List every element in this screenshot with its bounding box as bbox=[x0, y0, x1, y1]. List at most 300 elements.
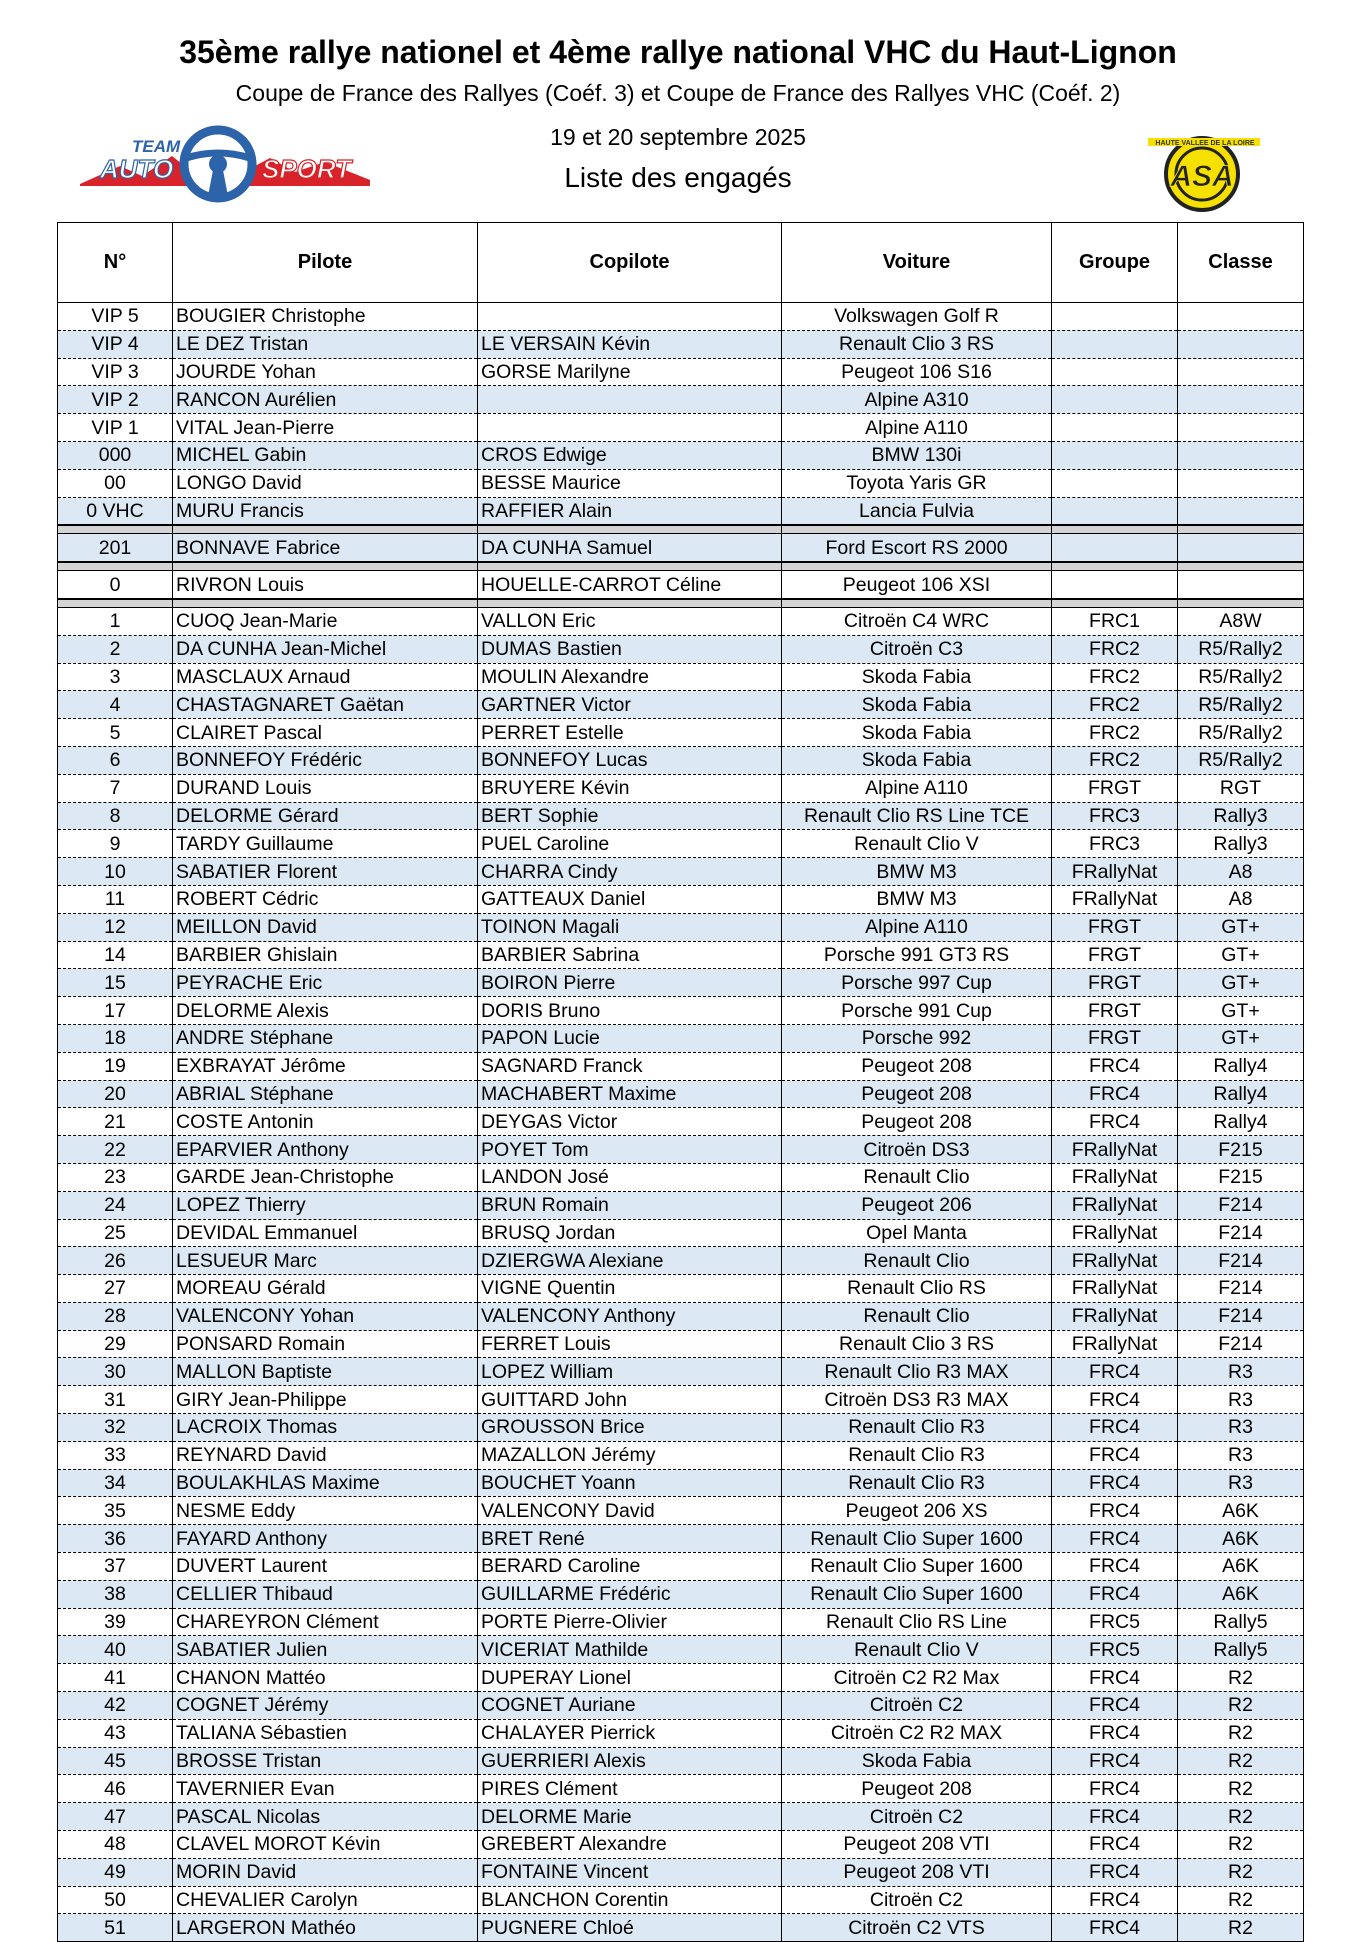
car-cell: Renault Clio Super 1600 bbox=[782, 1580, 1052, 1608]
entry-row bbox=[58, 607, 1304, 635]
number-cell: 42 bbox=[58, 1692, 173, 1720]
number-cell: 45 bbox=[58, 1747, 173, 1775]
pilot-cell: MICHEL Gabin bbox=[173, 441, 478, 469]
separator-cell bbox=[478, 525, 782, 534]
entry-row bbox=[58, 1247, 1304, 1275]
class-cell: GT+ bbox=[1178, 997, 1304, 1025]
separator-cell bbox=[782, 525, 1052, 534]
car-cell: Porsche 991 GT3 RS bbox=[782, 941, 1052, 969]
group-cell: FRGT bbox=[1052, 774, 1178, 802]
car-cell: Peugeot 208 bbox=[782, 1080, 1052, 1108]
class-cell bbox=[1178, 571, 1304, 599]
number-cell: 34 bbox=[58, 1469, 173, 1497]
group-cell: FRC4 bbox=[1052, 1414, 1178, 1442]
class-cell: RGT bbox=[1178, 774, 1304, 802]
team-auto-sport-logo bbox=[80, 122, 370, 212]
vip-row bbox=[58, 386, 1304, 414]
group-cell bbox=[1052, 414, 1178, 442]
entry-row bbox=[58, 885, 1304, 913]
group-cell: FRC4 bbox=[1052, 1719, 1178, 1747]
header-copilot: Copilote bbox=[478, 223, 782, 303]
pilot-cell: PEYRACHE Eric bbox=[173, 969, 478, 997]
car-cell: Citroën C2 R2 MAX bbox=[782, 1719, 1052, 1747]
pilot-cell: COGNET Jérémy bbox=[173, 1692, 478, 1720]
number-cell: 37 bbox=[58, 1553, 173, 1581]
number-cell: 10 bbox=[58, 858, 173, 886]
entry-row bbox=[58, 1414, 1304, 1442]
group-cell: FRGT bbox=[1052, 913, 1178, 941]
pilot-cell: CLAIRET Pascal bbox=[173, 719, 478, 747]
copilot-cell: BOIRON Pierre bbox=[478, 969, 782, 997]
separator-cell bbox=[1052, 599, 1178, 608]
copilot-cell: MACHABERT Maxime bbox=[478, 1080, 782, 1108]
class-cell bbox=[1178, 534, 1304, 562]
separator-cell bbox=[1178, 562, 1304, 571]
number-cell: 46 bbox=[58, 1775, 173, 1803]
document-subtitle: Coupe de France des Rallyes (Coéf. 3) et Coupe de France des Rallyes VHC (Coéf. 2) bbox=[235, 80, 1121, 106]
group-cell: FRC4 bbox=[1052, 1525, 1178, 1553]
group-cell: FRC4 bbox=[1052, 1858, 1178, 1886]
pilot-cell: BOUGIER Christophe bbox=[173, 303, 478, 331]
class-cell: F214 bbox=[1178, 1302, 1304, 1330]
number-cell: 17 bbox=[58, 997, 173, 1025]
copilot-cell: DUPERAY Lionel bbox=[478, 1664, 782, 1692]
vip-row bbox=[58, 469, 1304, 497]
group-cell: FRC3 bbox=[1052, 802, 1178, 830]
copilot-cell: VALENCONY David bbox=[478, 1497, 782, 1525]
car-cell: Porsche 991 Cup bbox=[782, 997, 1052, 1025]
group-cell: FRC5 bbox=[1052, 1636, 1178, 1664]
group-cell: FRallyNat bbox=[1052, 1191, 1178, 1219]
car-cell: Renault Clio R3 MAX bbox=[782, 1358, 1052, 1386]
car-cell: Renault Clio bbox=[782, 1302, 1052, 1330]
pilot-cell: TARDY Guillaume bbox=[173, 830, 478, 858]
group-cell bbox=[1052, 497, 1178, 525]
event-dates: 19 et 20 septembre 2025 bbox=[550, 124, 806, 150]
pilot-cell: MASCLAUX Arnaud bbox=[173, 663, 478, 691]
class-cell: R2 bbox=[1178, 1886, 1304, 1914]
group-cell: FRallyNat bbox=[1052, 1247, 1178, 1275]
pilot-cell: EPARVIER Anthony bbox=[173, 1136, 478, 1164]
group-cell bbox=[1052, 303, 1178, 331]
class-cell: R5/Rally2 bbox=[1178, 719, 1304, 747]
copilot-cell: BRUYERE Kévin bbox=[478, 774, 782, 802]
group-cell: FRGT bbox=[1052, 969, 1178, 997]
class-cell: R3 bbox=[1178, 1469, 1304, 1497]
entry-row bbox=[58, 1664, 1304, 1692]
pilot-cell: BOULAKHLAS Maxime bbox=[173, 1469, 478, 1497]
car-cell: Citroën C2 R2 Max bbox=[782, 1664, 1052, 1692]
copilot-cell: BERARD Caroline bbox=[478, 1553, 782, 1581]
number-cell: 9 bbox=[58, 830, 173, 858]
separator-cell bbox=[478, 599, 782, 608]
number-cell: 11 bbox=[58, 885, 173, 913]
separator-cell bbox=[782, 599, 1052, 608]
pilot-cell: CLAVEL MOROT Kévin bbox=[173, 1831, 478, 1859]
section-separator bbox=[58, 599, 1304, 608]
entry-row bbox=[58, 691, 1304, 719]
car-cell: Renault Clio Super 1600 bbox=[782, 1525, 1052, 1553]
entry-row bbox=[58, 719, 1304, 747]
number-cell: 31 bbox=[58, 1386, 173, 1414]
header-number: N° bbox=[58, 223, 173, 303]
copilot-cell: LOPEZ William bbox=[478, 1358, 782, 1386]
pilot-cell: TALIANA Sébastien bbox=[173, 1719, 478, 1747]
car-cell: Alpine A310 bbox=[782, 386, 1052, 414]
number-cell: 19 bbox=[58, 1052, 173, 1080]
car-cell: Peugeot 106 XSI bbox=[782, 571, 1052, 599]
car-cell: Citroën C4 WRC bbox=[782, 607, 1052, 635]
entry-row bbox=[58, 1636, 1304, 1664]
pilot-cell: JOURDE Yohan bbox=[173, 358, 478, 386]
car-cell: Citroën C2 bbox=[782, 1692, 1052, 1720]
copilot-cell: PUEL Caroline bbox=[478, 830, 782, 858]
pilot-cell: ABRIAL Stéphane bbox=[173, 1080, 478, 1108]
entry-row bbox=[58, 1747, 1304, 1775]
copilot-cell: BERT Sophie bbox=[478, 802, 782, 830]
car-cell: Peugeot 208 bbox=[782, 1052, 1052, 1080]
group-cell: FRC2 bbox=[1052, 635, 1178, 663]
copilot-cell: TOINON Magali bbox=[478, 913, 782, 941]
group-cell: FRC2 bbox=[1052, 691, 1178, 719]
pilot-cell: LESUEUR Marc bbox=[173, 1247, 478, 1275]
car-cell: BMW M3 bbox=[782, 858, 1052, 886]
number-cell: 47 bbox=[58, 1803, 173, 1831]
car-cell: Citroën DS3 bbox=[782, 1136, 1052, 1164]
car-cell: Renault Clio bbox=[782, 1163, 1052, 1191]
number-cell: 12 bbox=[58, 913, 173, 941]
car-cell: BMW M3 bbox=[782, 885, 1052, 913]
group-cell: FRC4 bbox=[1052, 1664, 1178, 1692]
number-cell: 48 bbox=[58, 1831, 173, 1859]
car-cell: Renault Clio 3 RS bbox=[782, 330, 1052, 358]
pilot-cell: MEILLON David bbox=[173, 913, 478, 941]
number-cell: VIP 4 bbox=[58, 330, 173, 358]
pilot-cell: RIVRON Louis bbox=[173, 571, 478, 599]
class-cell: GT+ bbox=[1178, 969, 1304, 997]
group-cell: FRC4 bbox=[1052, 1358, 1178, 1386]
class-cell: R2 bbox=[1178, 1831, 1304, 1859]
car-cell: Alpine A110 bbox=[782, 913, 1052, 941]
copilot-cell: GROUSSON Brice bbox=[478, 1414, 782, 1442]
class-cell: F214 bbox=[1178, 1275, 1304, 1303]
header-group: Groupe bbox=[1052, 223, 1178, 303]
entry-row bbox=[58, 1719, 1304, 1747]
pilot-cell: LONGO David bbox=[173, 469, 478, 497]
car-cell: Citroën DS3 R3 MAX bbox=[782, 1386, 1052, 1414]
group-cell bbox=[1052, 571, 1178, 599]
number-cell: 0 bbox=[58, 571, 173, 599]
number-cell: 000 bbox=[58, 441, 173, 469]
separator-cell bbox=[173, 599, 478, 608]
car-cell: Renault Clio V bbox=[782, 1636, 1052, 1664]
group-cell: FRC4 bbox=[1052, 1803, 1178, 1831]
copilot-cell: POYET Tom bbox=[478, 1136, 782, 1164]
pilot-cell: DA CUNHA Jean-Michel bbox=[173, 635, 478, 663]
table-header bbox=[58, 223, 1304, 303]
car-cell: Citroën C2 bbox=[782, 1886, 1052, 1914]
entry-row bbox=[58, 830, 1304, 858]
number-cell: 22 bbox=[58, 1136, 173, 1164]
class-cell bbox=[1178, 441, 1304, 469]
group-cell: FRC3 bbox=[1052, 830, 1178, 858]
zero-car-row bbox=[58, 571, 1304, 599]
pilot-cell: NESME Eddy bbox=[173, 1497, 478, 1525]
logo-right-letters: ASA bbox=[1170, 160, 1234, 193]
entry-row bbox=[58, 1553, 1304, 1581]
copilot-cell: LE VERSAIN Kévin bbox=[478, 330, 782, 358]
asa-logo bbox=[1140, 124, 1270, 214]
car-cell: BMW 130i bbox=[782, 441, 1052, 469]
group-cell: FRallyNat bbox=[1052, 1302, 1178, 1330]
car-cell: Peugeot 208 bbox=[782, 1108, 1052, 1136]
number-cell: 8 bbox=[58, 802, 173, 830]
group-cell bbox=[1052, 469, 1178, 497]
copilot-cell: GUITTARD John bbox=[478, 1386, 782, 1414]
table-header-row bbox=[58, 223, 1304, 303]
class-cell: Rally4 bbox=[1178, 1080, 1304, 1108]
entry-row bbox=[58, 1080, 1304, 1108]
group-cell: FRC4 bbox=[1052, 1469, 1178, 1497]
number-cell: 4 bbox=[58, 691, 173, 719]
class-cell: F214 bbox=[1178, 1219, 1304, 1247]
class-cell: R2 bbox=[1178, 1858, 1304, 1886]
group-cell: FRC4 bbox=[1052, 1108, 1178, 1136]
document-header bbox=[0, 0, 1356, 215]
copilot-cell: MOULIN Alexandre bbox=[478, 663, 782, 691]
header-class: Classe bbox=[1178, 223, 1304, 303]
car-cell: Opel Manta bbox=[782, 1219, 1052, 1247]
pilot-cell: VALENCONY Yohan bbox=[173, 1302, 478, 1330]
pilot-cell: CHEVALIER Carolyn bbox=[173, 1886, 478, 1914]
number-cell: 41 bbox=[58, 1664, 173, 1692]
group-cell: FRC4 bbox=[1052, 1052, 1178, 1080]
pilot-cell: EXBRAYAT Jérôme bbox=[173, 1052, 478, 1080]
copilot-cell: DEYGAS Victor bbox=[478, 1108, 782, 1136]
class-cell: A6K bbox=[1178, 1580, 1304, 1608]
copilot-cell: LANDON José bbox=[478, 1163, 782, 1191]
entry-row bbox=[58, 1024, 1304, 1052]
car-cell: Peugeot 208 VTI bbox=[782, 1831, 1052, 1859]
entry-row bbox=[58, 774, 1304, 802]
entry-row bbox=[58, 941, 1304, 969]
class-cell bbox=[1178, 414, 1304, 442]
class-cell: F214 bbox=[1178, 1191, 1304, 1219]
car-cell: Renault Clio RS Line bbox=[782, 1608, 1052, 1636]
number-cell: 40 bbox=[58, 1636, 173, 1664]
pilot-cell: DELORME Alexis bbox=[173, 997, 478, 1025]
car-cell: Renault Clio R3 bbox=[782, 1469, 1052, 1497]
pilot-cell: PONSARD Romain bbox=[173, 1330, 478, 1358]
header-pilot: Pilote bbox=[173, 223, 478, 303]
entry-row bbox=[58, 1191, 1304, 1219]
car-cell: Renault Clio RS Line TCE bbox=[782, 802, 1052, 830]
copilot-cell: FONTAINE Vincent bbox=[478, 1858, 782, 1886]
car-cell: Renault Clio RS bbox=[782, 1275, 1052, 1303]
separator-cell bbox=[58, 525, 173, 534]
class-cell bbox=[1178, 386, 1304, 414]
group-cell: FRGT bbox=[1052, 997, 1178, 1025]
number-cell: 32 bbox=[58, 1414, 173, 1442]
pilot-cell: LE DEZ Tristan bbox=[173, 330, 478, 358]
class-cell bbox=[1178, 330, 1304, 358]
entry-row bbox=[58, 1386, 1304, 1414]
pilot-cell: ROBERT Cédric bbox=[173, 885, 478, 913]
group-cell: FRC4 bbox=[1052, 1386, 1178, 1414]
copilot-cell: DELORME Marie bbox=[478, 1803, 782, 1831]
section-separator bbox=[58, 562, 1304, 571]
class-cell: R3 bbox=[1178, 1358, 1304, 1386]
entry-row bbox=[58, 997, 1304, 1025]
copilot-cell bbox=[478, 303, 782, 331]
class-cell: A8 bbox=[1178, 858, 1304, 886]
separator-cell bbox=[58, 599, 173, 608]
car-cell: Alpine A110 bbox=[782, 414, 1052, 442]
car-cell: Ford Escort RS 2000 bbox=[782, 534, 1052, 562]
group-cell: FRC1 bbox=[1052, 607, 1178, 635]
class-cell: R5/Rally2 bbox=[1178, 691, 1304, 719]
class-cell: R2 bbox=[1178, 1664, 1304, 1692]
class-cell: GT+ bbox=[1178, 1024, 1304, 1052]
class-cell: F214 bbox=[1178, 1247, 1304, 1275]
number-cell: 14 bbox=[58, 941, 173, 969]
separator-cell bbox=[173, 562, 478, 571]
pilot-cell: DEVIDAL Emmanuel bbox=[173, 1219, 478, 1247]
number-cell: 29 bbox=[58, 1330, 173, 1358]
car-cell: Toyota Yaris GR bbox=[782, 469, 1052, 497]
entry-row bbox=[58, 1886, 1304, 1914]
class-cell: A6K bbox=[1178, 1525, 1304, 1553]
group-cell bbox=[1052, 330, 1178, 358]
copilot-cell: GUILLARME Frédéric bbox=[478, 1580, 782, 1608]
group-cell: FRC4 bbox=[1052, 1080, 1178, 1108]
entry-row bbox=[58, 1275, 1304, 1303]
class-cell bbox=[1178, 469, 1304, 497]
number-cell: 26 bbox=[58, 1247, 173, 1275]
class-cell: Rally4 bbox=[1178, 1108, 1304, 1136]
logo-left-line2: AUTO bbox=[100, 154, 174, 184]
pilot-cell: DELORME Gérard bbox=[173, 802, 478, 830]
copilot-cell: CHARRA Cindy bbox=[478, 858, 782, 886]
number-cell: 38 bbox=[58, 1580, 173, 1608]
car-cell: Volkswagen Golf R bbox=[782, 303, 1052, 331]
section-separator bbox=[58, 525, 1304, 534]
entry-row bbox=[58, 1497, 1304, 1525]
car-cell: Porsche 992 bbox=[782, 1024, 1052, 1052]
car-cell: Peugeot 206 XS bbox=[782, 1497, 1052, 1525]
group-cell: FRC2 bbox=[1052, 746, 1178, 774]
copilot-cell bbox=[478, 414, 782, 442]
group-cell bbox=[1052, 441, 1178, 469]
class-cell: Rally3 bbox=[1178, 802, 1304, 830]
number-cell: 28 bbox=[58, 1302, 173, 1330]
entry-row bbox=[58, 1775, 1304, 1803]
separator-cell bbox=[1052, 525, 1178, 534]
pilot-cell: CHAREYRON Clément bbox=[173, 1608, 478, 1636]
number-cell: 00 bbox=[58, 469, 173, 497]
number-cell: 33 bbox=[58, 1441, 173, 1469]
entry-row bbox=[58, 1608, 1304, 1636]
car-cell: Skoda Fabia bbox=[782, 691, 1052, 719]
entry-row bbox=[58, 1858, 1304, 1886]
pilot-cell: BARBIER Ghislain bbox=[173, 941, 478, 969]
entry-row bbox=[58, 1163, 1304, 1191]
logo-left-line3: SPORT bbox=[262, 154, 352, 184]
class-cell bbox=[1178, 358, 1304, 386]
car-cell: Porsche 997 Cup bbox=[782, 969, 1052, 997]
car-cell: Peugeot 208 VTI bbox=[782, 1858, 1052, 1886]
entry-row bbox=[58, 1831, 1304, 1859]
copilot-cell: VALENCONY Anthony bbox=[478, 1302, 782, 1330]
group-cell: FRallyNat bbox=[1052, 858, 1178, 886]
entry-row bbox=[58, 1441, 1304, 1469]
entry-row bbox=[58, 1302, 1304, 1330]
number-cell: 3 bbox=[58, 663, 173, 691]
group-cell: FRC5 bbox=[1052, 1608, 1178, 1636]
class-cell: R5/Rally2 bbox=[1178, 746, 1304, 774]
copilot-cell: BARBIER Sabrina bbox=[478, 941, 782, 969]
group-cell: FRC4 bbox=[1052, 1831, 1178, 1859]
number-cell: 50 bbox=[58, 1886, 173, 1914]
copilot-cell: BONNEFOY Lucas bbox=[478, 746, 782, 774]
list-title: Liste des engagés bbox=[564, 162, 792, 193]
copilot-cell: CROS Edwige bbox=[478, 441, 782, 469]
group-cell: FRGT bbox=[1052, 941, 1178, 969]
car-cell: Skoda Fabia bbox=[782, 746, 1052, 774]
car-cell: Citroën C2 bbox=[782, 1803, 1052, 1831]
group-cell: FRC4 bbox=[1052, 1692, 1178, 1720]
pilot-cell: REYNARD David bbox=[173, 1441, 478, 1469]
pilot-cell: CELLIER Thibaud bbox=[173, 1580, 478, 1608]
class-cell: R5/Rally2 bbox=[1178, 635, 1304, 663]
entry-row bbox=[58, 1914, 1304, 1942]
copilot-cell: BLANCHON Corentin bbox=[478, 1886, 782, 1914]
class-cell: R2 bbox=[1178, 1692, 1304, 1720]
separator-cell bbox=[173, 525, 478, 534]
group-cell: FRC4 bbox=[1052, 1775, 1178, 1803]
copilot-cell: VIGNE Quentin bbox=[478, 1275, 782, 1303]
entries-table-wrapper bbox=[57, 222, 1304, 1942]
car-cell: Renault Clio R3 bbox=[782, 1441, 1052, 1469]
class-cell bbox=[1178, 497, 1304, 525]
class-cell bbox=[1178, 303, 1304, 331]
number-cell: 18 bbox=[58, 1024, 173, 1052]
class-cell: F215 bbox=[1178, 1163, 1304, 1191]
copilot-cell: GORSE Marilyne bbox=[478, 358, 782, 386]
group-cell: FRallyNat bbox=[1052, 1163, 1178, 1191]
separator-cell bbox=[1052, 562, 1178, 571]
number-cell: VIP 2 bbox=[58, 386, 173, 414]
copilot-cell: GREBERT Alexandre bbox=[478, 1831, 782, 1859]
group-cell: FRC4 bbox=[1052, 1914, 1178, 1942]
class-cell: Rally5 bbox=[1178, 1636, 1304, 1664]
copilot-cell: BOUCHET Yoann bbox=[478, 1469, 782, 1497]
car-cell: Skoda Fabia bbox=[782, 1747, 1052, 1775]
entries-table bbox=[57, 222, 1304, 1942]
number-cell: 5 bbox=[58, 719, 173, 747]
copilot-cell: GARTNER Victor bbox=[478, 691, 782, 719]
pilot-cell: MORIN David bbox=[173, 1858, 478, 1886]
copilot-cell: VICERIAT Mathilde bbox=[478, 1636, 782, 1664]
number-cell: 25 bbox=[58, 1219, 173, 1247]
pilot-cell: COSTE Antonin bbox=[173, 1108, 478, 1136]
group-cell: FRC4 bbox=[1052, 1580, 1178, 1608]
pilot-cell: LARGERON Mathéo bbox=[173, 1914, 478, 1942]
class-cell: R2 bbox=[1178, 1747, 1304, 1775]
copilot-cell: COGNET Auriane bbox=[478, 1692, 782, 1720]
pilot-cell: MURU Francis bbox=[173, 497, 478, 525]
entry-row bbox=[58, 1052, 1304, 1080]
